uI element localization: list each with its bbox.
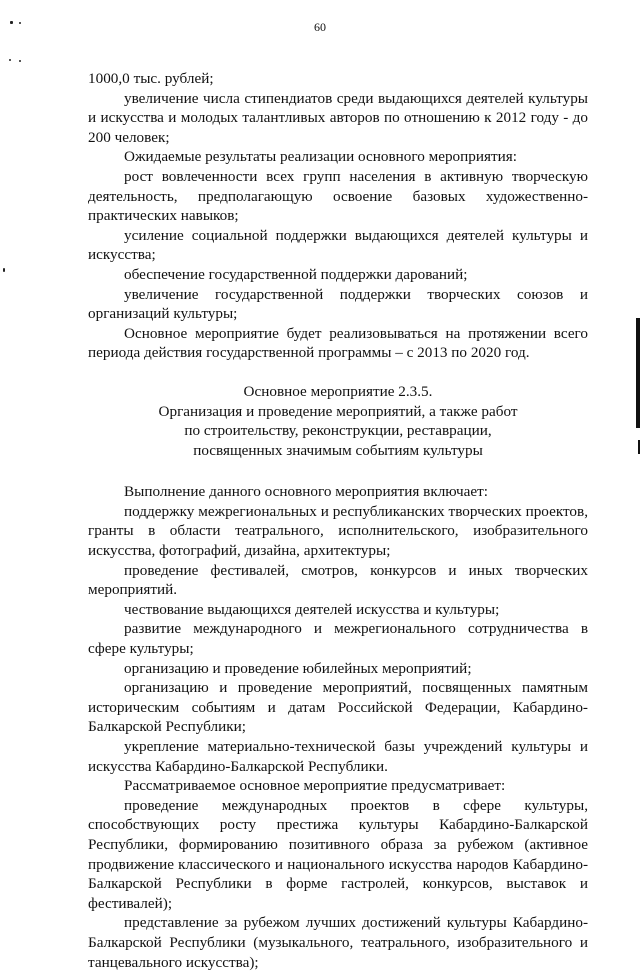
body-paragraph: Рассматриваемое основное мероприятие предусматривает: — [124, 777, 506, 795]
body-paragraph: представление за рубежом лучших достижений культуры Кабардино-Балкарской Республики (музыкального, театрального, изобразительного и танцевального искусства); — [88, 914, 588, 971]
section-heading-line: Основное мероприятие 2.3.5. — [243, 382, 433, 400]
body-paragraph: увеличение числа стипендиатов среди выдающихся деятелей культуры и искусства и молодых талантливых авторов по отношению к 2012 году - до 200 человек; — [88, 89, 588, 146]
scan-speck — [19, 60, 21, 62]
body-paragraph: организацию и проведение мероприятий, посвященных памятным историческим событиям и датам Российской Федерации, Кабардино-Балкарской Республики; — [88, 679, 588, 736]
scan-speck — [3, 268, 5, 272]
body-paragraph: укрепление материально-технической базы учреждений культуры и искусства Кабардино-Балкарской Республики. — [88, 738, 588, 775]
scan-speck — [9, 59, 11, 61]
section-heading-line: по строительству, реконструкции, реставрации, — [184, 422, 492, 440]
body-paragraph: Ожидаемые результаты реализации основного мероприятия: — [124, 148, 517, 166]
body-paragraph: Выполнение данного основного мероприятия включает: — [124, 483, 489, 501]
page-number: 60 — [314, 20, 326, 34]
scan-speck — [10, 21, 13, 24]
body-paragraph: организацию и проведение юбилейных мероприятий; — [124, 659, 472, 677]
document-body — [88, 69, 588, 972]
section-heading-line: Организация и проведение мероприятий, а также работ — [158, 402, 518, 420]
body-paragraph: 1000,0 тыс. рублей; — [88, 70, 214, 87]
scan-speck — [19, 22, 21, 24]
body-paragraph: поддержку межрегиональных и республиканских творческих проектов, гранты в области театрального, исполнительского, изобразительного искусства, фотографий, дизайна, архитектуры; — [88, 502, 588, 560]
body-paragraph: Основное мероприятие будет реализовываться на протяжении всего периода действия государственной программы – с 2013 по 2020 год. — [88, 324, 588, 362]
body-paragraph: увеличение государственной поддержки творческих союзов и организаций культуры; — [88, 285, 588, 323]
body-paragraph: чествование выдающихся деятелей искусства и культуры; — [124, 600, 500, 618]
body-paragraph: проведение международных проектов в сфере культуры, способствующих росту престижа культуры Кабардино-Балкарской Республики, формированию позитивного образа за рубежом (активное продвижение классического и национального искусства народов Кабардино-Балкарской Республики в форме гастролей, конкурсов, выставок и фестивалей); — [88, 796, 588, 912]
section-heading-line: посвященных значимым событиям культуры — [193, 441, 483, 459]
body-paragraph: обеспечение государственной поддержки дарований; — [124, 265, 468, 283]
body-paragraph: развитие международного и межрегионального сотрудничества в сфере культуры; — [88, 620, 588, 658]
section-heading — [88, 382, 588, 460]
binding-edge-mark — [636, 318, 640, 428]
body-paragraph: рост вовлеченности всех групп населения в активную творческую деятельность, предполагающую освоение базовых художественно-практических навыков; — [88, 167, 588, 225]
body-paragraph: проведение фестивалей, смотров, конкурсов и иных творческих мероприятий. — [88, 561, 588, 599]
body-paragraph: усиление социальной поддержки выдающихся деятелей культуры и искусства; — [88, 226, 588, 264]
